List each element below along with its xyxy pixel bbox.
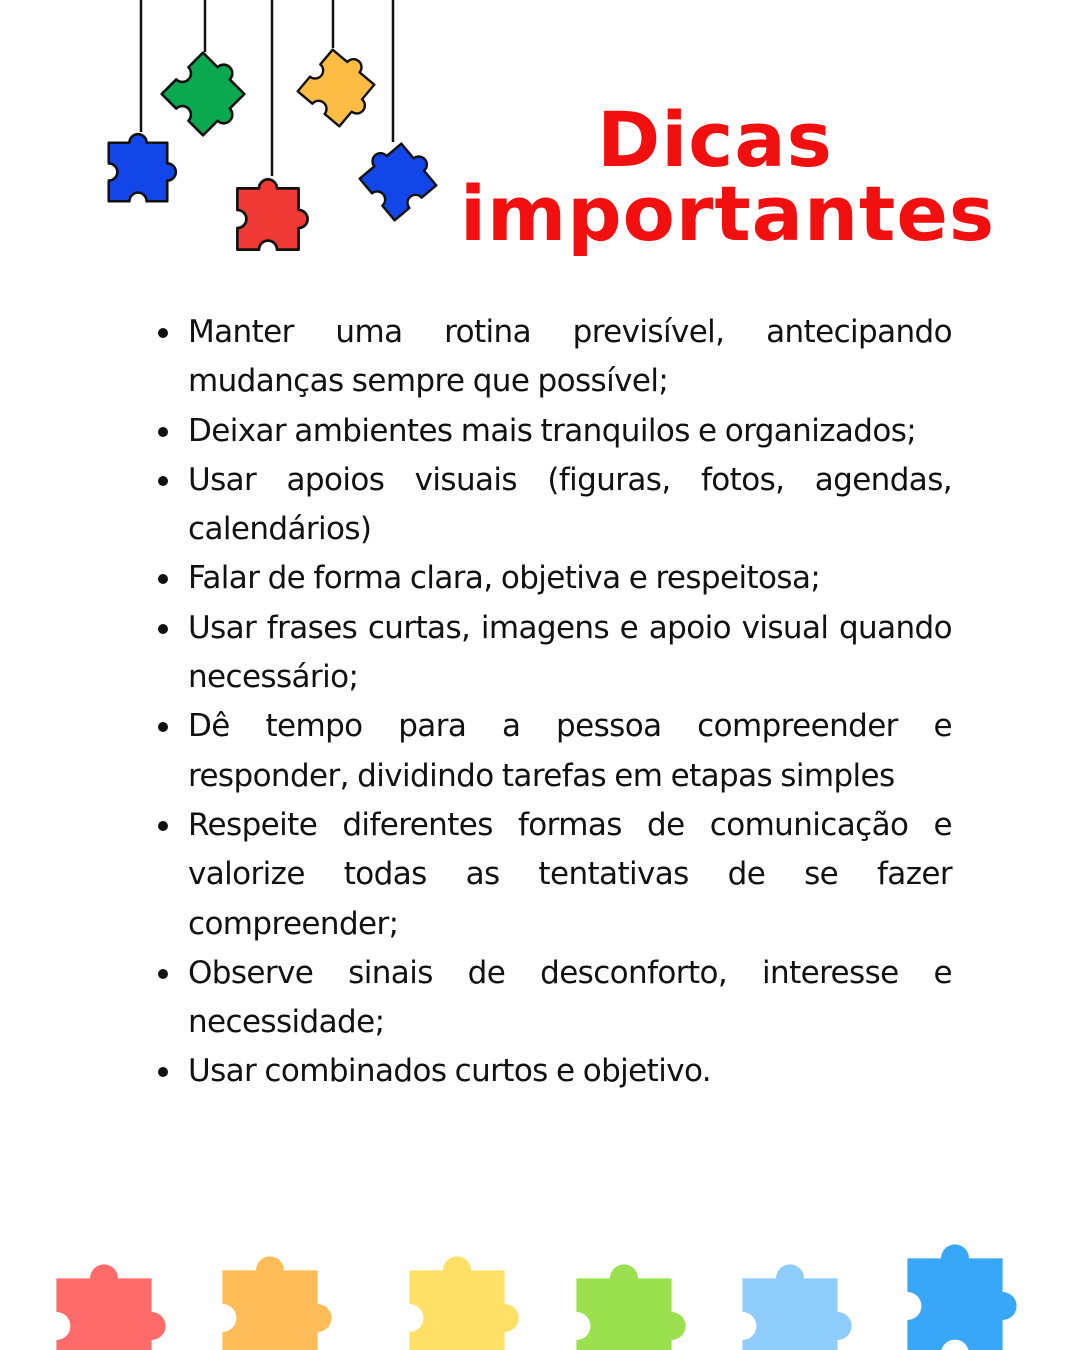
red-puzzle-piece-icon — [56, 1264, 165, 1350]
yellow-puzzle-piece-icon — [409, 1256, 518, 1350]
list-item: Falar de forma clara, objetiva e respeitosa; — [188, 554, 952, 603]
list-item: Dê tempo para a pessoa compreender e responder, dividindo tarefas em etapas simples — [188, 702, 952, 801]
title-line-2: importantes — [460, 168, 996, 258]
list-item: Respeite diferentes formas de comunicação e valorize todas as tentativas de se fazer compreender; — [188, 801, 952, 949]
list-item: Manter uma rotina previsível, antecipando mudanças sempre que possível; — [188, 308, 952, 407]
list-item: Usar frases curtas, imagens e apoio visual quando necessário; — [188, 604, 952, 703]
list-item: Usar combinados curtos e objetivo. — [188, 1047, 952, 1096]
title-line-1: Dicas — [597, 94, 833, 184]
list-item: Observe sinais de desconforto, interesse e necessidade; — [188, 949, 952, 1048]
tips-list — [188, 308, 952, 1097]
bottom-puzzle-pieces — [56, 1244, 1016, 1350]
green-puzzle-piece-icon — [576, 1264, 685, 1350]
red-puzzle-piece-icon — [237, 179, 307, 249]
list-item: Usar apoios visuais (figuras, fotos, agendas, calendários) — [188, 456, 952, 555]
list-item: Deixar ambientes mais tranquilos e organizados; — [188, 407, 952, 456]
green-puzzle-piece-icon — [162, 47, 257, 142]
orange-puzzle-piece-icon — [222, 1256, 331, 1350]
page-title — [460, 94, 996, 258]
yellow-puzzle-piece-icon — [298, 44, 386, 132]
light-blue-puzzle-piece-icon — [742, 1264, 851, 1350]
blue-puzzle-piece-icon — [355, 132, 443, 220]
blue-puzzle-piece-icon — [907, 1244, 1016, 1350]
blue-puzzle-piece-icon — [109, 134, 176, 201]
